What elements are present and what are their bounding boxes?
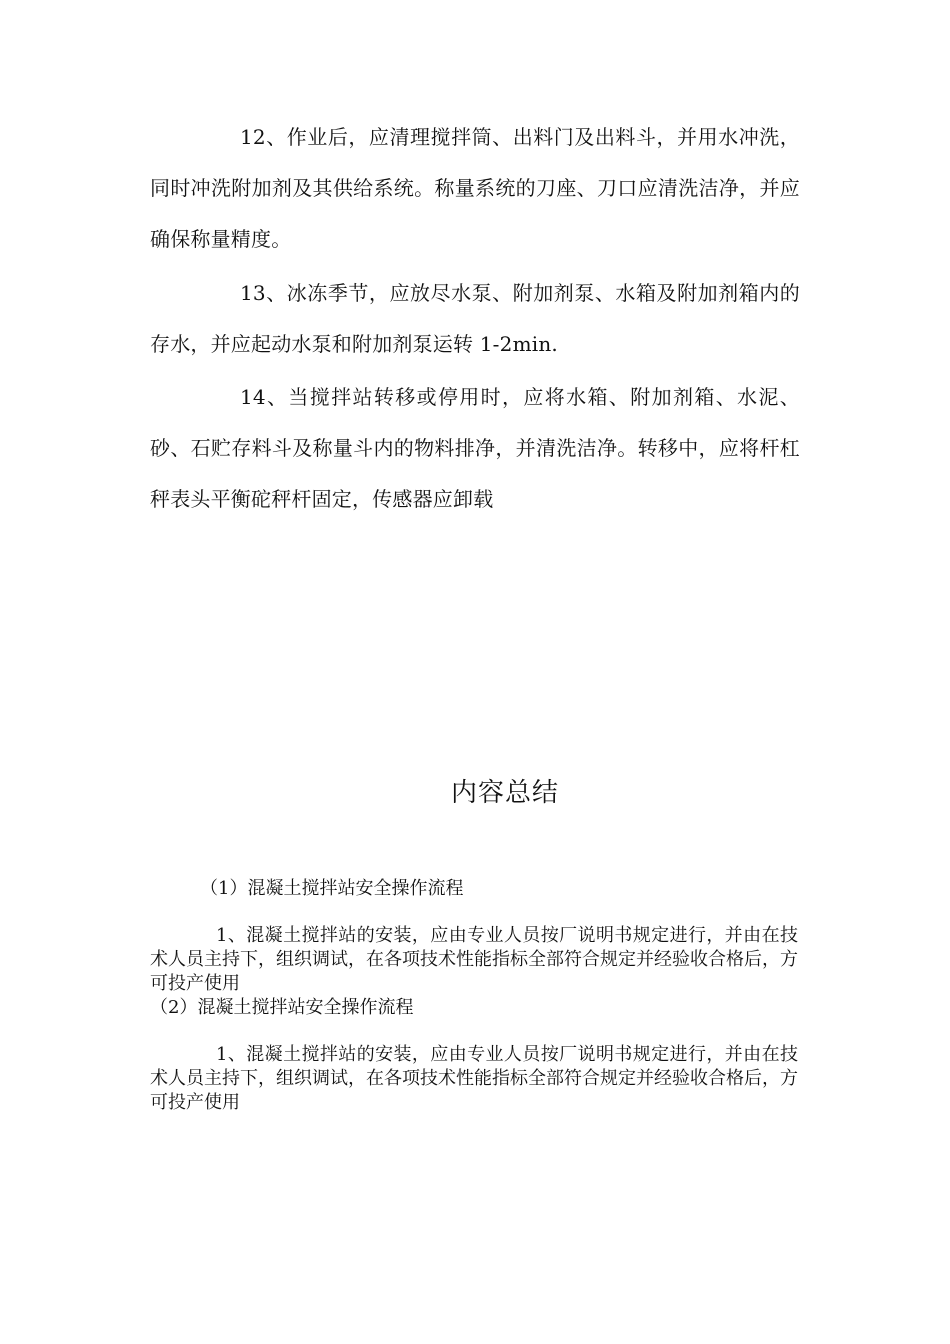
summary-section-2-body: 1、混凝土搅拌站的安装，应由专业人员按厂说明书规定进行，并由在技术人员主持下，组织调试，在各项技术性能指标全部符合规定并经验收合格后，方可投产使用 (150, 1044, 798, 1113)
paragraph-12: 12、作业后，应清理搅拌筒、出料门及出料斗，并用水冲洗，同时冲洗附加剂及其供给系统。称量系统的刀座、刀口应清洗洁净，并应确保称量精度。 (150, 125, 800, 251)
summary-section-1-body: 1、混凝土搅拌站的安装，应由专业人员按厂说明书规定进行，并由在技术人员主持下，组织调试，在各项技术性能指标全部符合规定并经验收合格后，方可投产使用 (150, 925, 798, 994)
summary-section-1-heading: （1）混凝土搅拌站安全操作流程 (200, 878, 464, 899)
paragraph-13: 13、冰冻季节，应放尽水泵、附加剂泵、水箱及附加剂箱内的存水，并应起动水泵和附加剂泵运转 1-2min. (150, 281, 800, 356)
summary-section-2-heading: （2）混凝土搅拌站安全操作流程 (150, 997, 414, 1018)
summary-title: 内容总结 (450, 778, 559, 808)
paragraph-14: 14、当搅拌站转移或停用时，应将水箱、附加剂箱、水泥、砂、石贮存料斗及称量斗内的物料排净，并清洗洁净。转移中，应将杆杠秤表头平衡砣秤杆固定，传感器应卸载 (150, 385, 800, 511)
